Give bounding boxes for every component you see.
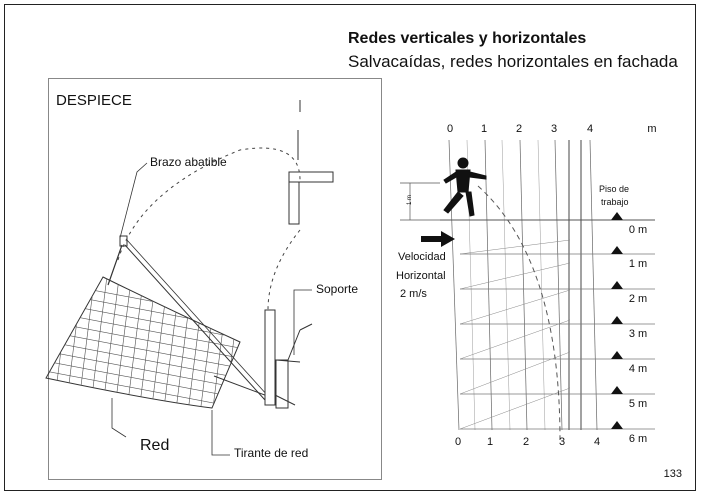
trajectory-guide-line <box>460 263 570 289</box>
bottom-axis-tick-label: 2 <box>522 436 530 448</box>
label-red: Red <box>140 437 170 454</box>
grid-vertical-line <box>520 140 527 430</box>
grid-vertical-line <box>590 140 597 430</box>
level-marker-triangle <box>611 421 623 429</box>
figure-torso <box>456 170 470 192</box>
level-marker-triangle <box>611 281 623 289</box>
level-label: 4 m <box>628 363 648 375</box>
figure-head <box>458 158 468 168</box>
figure-arm-right <box>470 172 486 179</box>
bottom-axis-tick-label: 1 <box>486 436 494 448</box>
top-axis-tick-label: 4 <box>586 123 594 135</box>
fall-trajectory-curve <box>478 186 560 440</box>
label-tirante-de-red: Tirante de red <box>234 446 309 460</box>
speed-value-label: 2 m/s <box>400 288 427 300</box>
level-label: 3 m <box>628 328 648 340</box>
trajectory-guide-line <box>460 352 570 394</box>
bottom-axis-tick-label: 4 <box>593 436 601 448</box>
page-title: Redes verticales y horizontales <box>348 30 587 47</box>
level-marker-triangle <box>611 386 623 394</box>
trajectory-guide-line <box>460 240 570 254</box>
page-number: 133 <box>663 468 682 480</box>
horizontal-label: Horizontal <box>396 270 446 282</box>
bottom-axis-tick-label: 0 <box>454 436 462 448</box>
top-axis-tick-label: 1 <box>480 123 488 135</box>
figure-arm-left <box>444 172 458 183</box>
figure-leg-right <box>466 192 474 216</box>
top-axis-tick-label: 3 <box>550 123 558 135</box>
top-axis-tick-label: 2 <box>515 123 523 135</box>
grid-vertical-line <box>555 140 562 430</box>
level-label: 2 m <box>628 293 648 305</box>
grid-vertical-line <box>502 140 510 430</box>
one-meter-label: 1 m <box>407 194 413 205</box>
level-marker-triangle <box>611 316 623 324</box>
level-marker-triangle <box>611 246 623 254</box>
level-marker-triangle <box>611 212 623 220</box>
figure-leg-left <box>444 192 463 213</box>
label-brazo-abatible: Brazo abatible <box>150 155 227 169</box>
page-subtitle: Salvacaídas, redes horizontales en fachada <box>348 52 678 71</box>
level-label: 6 m <box>628 433 648 445</box>
velocidad-label: Velocidad <box>398 251 446 263</box>
trajectory-guide-line <box>460 320 570 359</box>
trajectory-guide-line <box>460 290 570 324</box>
velocity-arrow-shaft <box>421 236 441 242</box>
top-axis-tick-label: m <box>647 123 657 135</box>
level-label: 1 m <box>628 258 648 270</box>
level-label: 0 m <box>628 224 648 236</box>
bottom-axis-tick-label: 3 <box>558 436 566 448</box>
piso-de-label: Piso de <box>599 184 630 194</box>
trabajo-label: trabajo <box>601 197 629 207</box>
despiece-title: DESPIECE <box>56 92 132 109</box>
label-soporte: Soporte <box>316 282 359 296</box>
level-label: 5 m <box>628 398 648 410</box>
level-marker-triangle <box>611 351 623 359</box>
top-axis-tick-label: 0 <box>446 123 454 135</box>
grid-vertical-line <box>485 140 492 430</box>
